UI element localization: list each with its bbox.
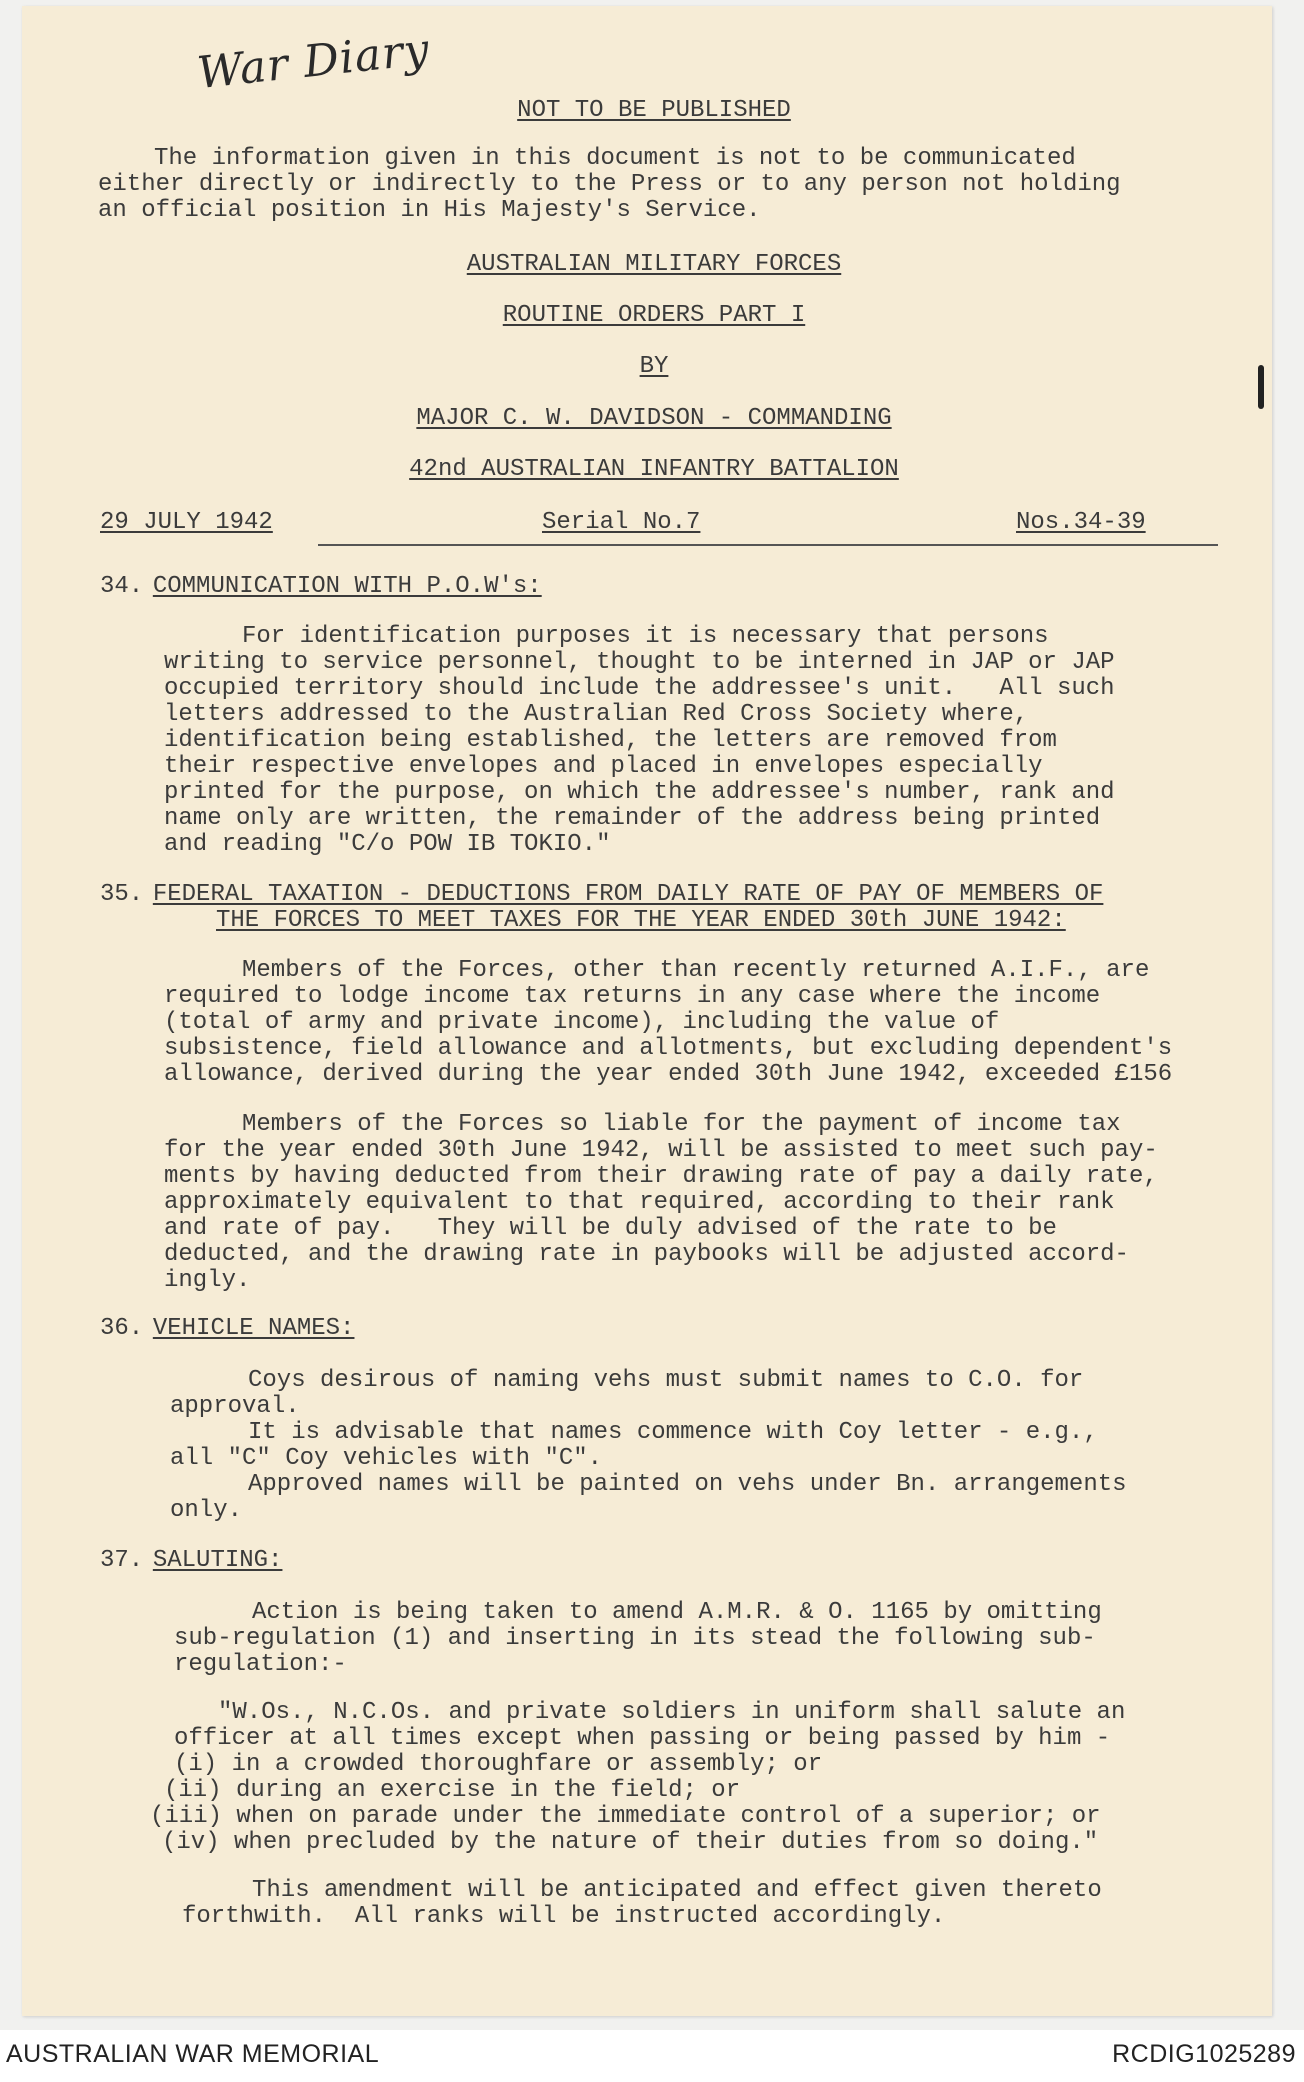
quote-line: (i) in a crowded thoroughfare or assembly; or (174, 1751, 823, 1778)
body-line: Members of the Forces, other than recently returned A.I.F., are (242, 957, 1150, 984)
section-title: VEHICLE NAMES: (152, 1315, 355, 1342)
section-title: SALUTING: (152, 1547, 283, 1574)
quote-line: officer at all times except when passing or being passed by him - (174, 1725, 1111, 1752)
quote-line: (iii) when on parade under the immediate control of a superior; or (150, 1803, 1101, 1830)
body-line: for the year ended 30th June 1942, will be assisted to meet such pay- (164, 1137, 1158, 1164)
body-line: It is advisable that names commence with Coy letter - e.g., (248, 1419, 1098, 1446)
body-line: their respective envelopes and placed in envelopes especially (164, 753, 1043, 780)
section-number: 35. (100, 881, 144, 908)
section-36-body (170, 1368, 1127, 1524)
body-line: and rate of pay. They will be duly advised of the rate to be (164, 1215, 1057, 1242)
body-line: Action is being taken to amend A.M.R. & O. 1165 by omitting (252, 1599, 1102, 1626)
section-37-quote (150, 1699, 1126, 1856)
section-35-paragraph-1 (164, 958, 1172, 1088)
body-line: ingly. (164, 1267, 251, 1294)
notice-paragraph (98, 146, 1121, 224)
orders-heading: ROUTINE ORDERS PART I (502, 302, 806, 329)
unit-heading: 42nd AUSTRALIAN INFANTRY BATTALION (409, 456, 899, 483)
body-line: Members of the Forces so liable for the payment of income tax (242, 1111, 1121, 1138)
footer-archive-name: AUSTRALIAN WAR MEMORIAL (6, 2040, 380, 2068)
section-35-heading (100, 882, 1103, 934)
section-34-heading (100, 574, 542, 600)
body-line: and reading "C/o POW IB TOKIO." (164, 831, 611, 858)
body-line: sub-regulation (1) and inserting in its stead the following sub- (174, 1625, 1096, 1652)
body-line: approximately equivalent to that required, according to their rank (164, 1189, 1115, 1216)
body-line: required to lodge income tax returns in any case where the income (164, 983, 1101, 1010)
serial-number: Serial No.7 (542, 509, 701, 536)
order-date: 29 JULY 1942 (100, 509, 273, 536)
section-37-closing (174, 1878, 1102, 1930)
section-37-intro (174, 1600, 1102, 1678)
body-line: all "C" Coy vehicles with "C". (170, 1445, 603, 1472)
notice-line: either directly or indirectly to the Press or to any person not holding (98, 171, 1121, 198)
body-line: For identification purposes it is necessary that persons (242, 623, 1049, 650)
header-rule (318, 544, 1218, 546)
body-line: identification being established, the letters are removed from (164, 727, 1057, 754)
section-title-line: FEDERAL TAXATION - DEDUCTIONS FROM DAILY RATE OF PAY OF MEMBERS OF (152, 881, 1104, 908)
document-page (22, 6, 1272, 2016)
section-title-line: THE FORCES TO MEET TAXES FOR THE YEAR ENDED 30th JUNE 1942: (216, 907, 1066, 934)
section-number: 37. (100, 1547, 144, 1574)
body-line: printed for the purpose, on which the addressee's number, rank and (164, 779, 1115, 806)
handwritten-note: War Diary (194, 23, 433, 100)
body-line: ments by having deducted from their drawing rate of pay a daily rate, (164, 1163, 1158, 1190)
quote-line: (iv) when precluded by the nature of their duties from so doing." (162, 1829, 1099, 1856)
body-line: regulation:- (174, 1651, 347, 1678)
body-line: Approved names will be painted on vehs under Bn. arrangements (248, 1471, 1127, 1498)
classification-heading: NOT TO BE PUBLISHED (517, 97, 791, 124)
footer-record-id: RCDIG1025289 (1112, 2040, 1296, 2068)
commander-heading: MAJOR C. W. DAVIDSON - COMMANDING (416, 405, 892, 432)
body-line: writing to service personnel, thought to be interned in JAP or JAP (164, 649, 1115, 676)
body-line: name only are written, the remainder of the address being printed (164, 805, 1101, 832)
by-heading: BY (639, 353, 669, 380)
body-line: approval. (170, 1393, 300, 1420)
force-heading: AUSTRALIAN MILITARY FORCES (466, 251, 842, 278)
section-number: 34. (100, 573, 144, 600)
body-line: (total of army and private income), including the value of (164, 1009, 1000, 1036)
notice-line: an official position in His Majesty's Service. (98, 197, 761, 224)
notice-line: The information given in this document is not to be communicated (154, 145, 1076, 172)
section-number: 36. (100, 1315, 144, 1342)
body-line: allowance, derived during the year ended 30th June 1942, exceeded £156 (164, 1061, 1173, 1088)
section-title: COMMUNICATION WITH P.O.W's: (152, 573, 542, 600)
body-line: This amendment will be anticipated and effect given thereto (252, 1877, 1102, 1904)
order-numbers: Nos.34-39 (1016, 509, 1146, 536)
section-35-paragraph-2 (164, 1112, 1158, 1294)
body-line: only. (170, 1497, 243, 1524)
body-line: forthwith. All ranks will be instructed accordingly. (182, 1903, 946, 1930)
section-34-body (164, 624, 1115, 858)
body-line: subsistence, field allowance and allotments, but excluding dependent's (164, 1035, 1173, 1062)
body-line: occupied territory should include the addressee's unit. All such (164, 675, 1115, 702)
quote-line: (ii) during an exercise in the field; or (164, 1777, 741, 1804)
scan-edge-mark (1258, 365, 1264, 409)
body-line: deducted, and the drawing rate in paybooks will be adjusted accord- (164, 1241, 1129, 1268)
quote-line: "W.Os., N.C.Os. and private soldiers in uniform shall salute an (218, 1699, 1126, 1726)
body-line: Coys desirous of naming vehs must submit names to C.O. for (248, 1367, 1084, 1394)
body-line: letters addressed to the Australian Red Cross Society where, (164, 701, 1029, 728)
section-37-heading (100, 1548, 282, 1574)
section-36-heading (100, 1316, 354, 1342)
